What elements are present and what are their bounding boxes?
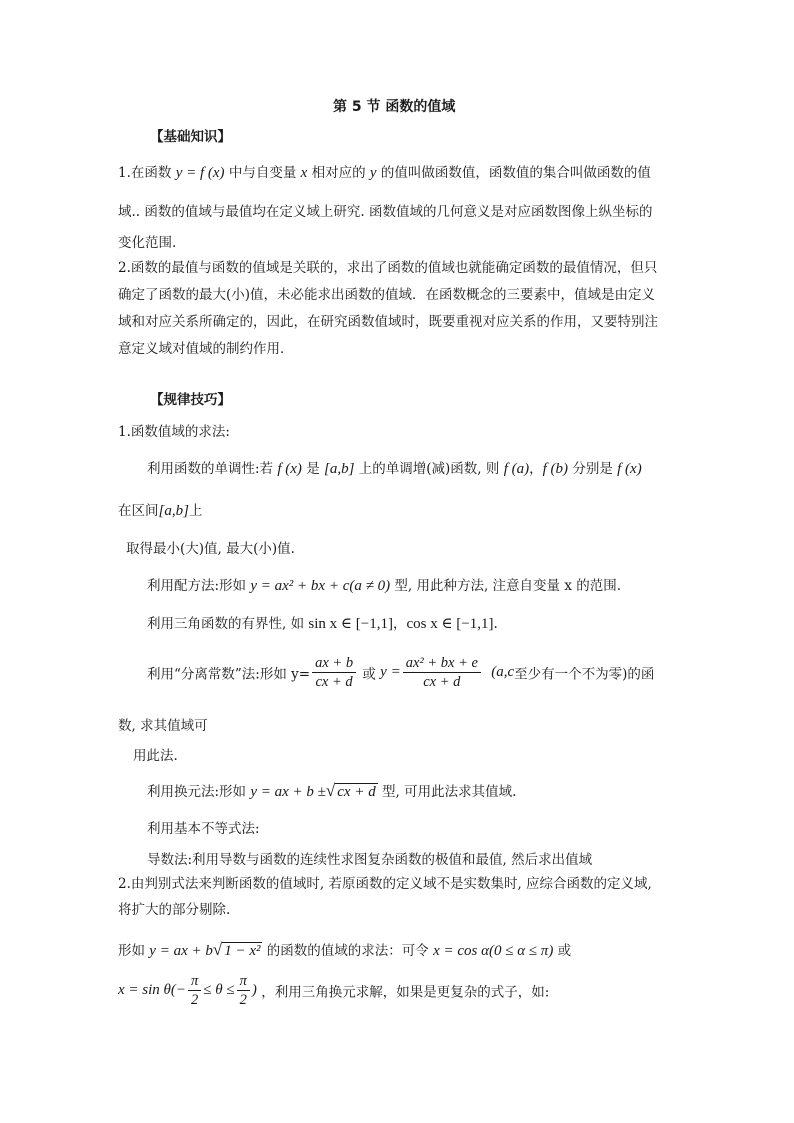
math-fa: f (a) — [503, 461, 530, 477]
method-list-title: 1.函数值域的求法: — [118, 424, 230, 440]
text: 利用三角函数的有界性, 如 — [147, 616, 305, 632]
text: 上的单调增(减)函数, 则 — [358, 461, 500, 477]
text: . — [493, 616, 498, 632]
math-condition: (a,c — [491, 664, 515, 680]
text: ，利用三角换元求解，如果是更复杂的式子，如: — [261, 984, 550, 1001]
text: ， — [392, 616, 407, 632]
basic-inequality-method: 利用基本不等式法: — [147, 821, 260, 837]
numerator: ax² + bx + e — [403, 654, 481, 673]
math-theta-bound: ≤ θ ≤ — [203, 982, 235, 998]
text: 中与自变量 — [228, 165, 297, 181]
paragraph-2-line-2: 确定了函数的最大(小)值，未必能求出函数的值域．在函数概念的三要素中，值域是由定义 — [118, 287, 656, 303]
monotonicity-method — [147, 457, 642, 478]
denominator: 2 — [239, 992, 247, 1008]
math-cos-substitution: x = cos α(0 ≤ α ≤ π) — [433, 943, 554, 959]
paragraph-1-line-3: 变化范围. — [118, 235, 177, 251]
paragraph-1-line-1 — [118, 161, 651, 182]
text: 型, 可用此法求其值域. — [381, 784, 517, 800]
paragraph-2-line-1: 2.函数的最值与函数的值域是关联的，求出了函数的值域也就能确定函数的最值情况，但只 — [118, 260, 658, 276]
text: 利用换元法:形如 — [147, 784, 247, 800]
text: 型, 用此种方法, 注意自变量 x 的范围. — [394, 578, 622, 594]
discriminant-line-1: 2.由判别式法来判断函数的值域时, 若原函数的定义域不是实数集时, 应综合函数的定义域, — [118, 876, 652, 892]
trig-substitution-line-2 — [118, 972, 549, 1009]
text: 至少有一个不为零)的函 — [514, 666, 655, 683]
math-fx: f (x) — [277, 461, 302, 477]
discriminant-line-2: 将扩大的部分剔除. — [118, 902, 231, 918]
completing-square-method — [147, 574, 621, 595]
text: 或 — [557, 943, 572, 959]
trig-bounded-method — [147, 612, 498, 633]
math-y-equals: y = — [380, 664, 401, 680]
math-quadratic: y = ax² + bx + c(a ≠ 0) — [250, 578, 391, 594]
text: 的值叫做函数值，函数值的集合叫做函数的值 — [380, 165, 651, 181]
substitution-method — [147, 780, 516, 801]
math-interval-ab: [a,b] — [158, 503, 189, 519]
sqrt-expression — [213, 940, 263, 960]
text: 形如 — [118, 943, 145, 959]
text: 相对应的 — [311, 165, 366, 181]
trig-substitution-line-1 — [118, 939, 571, 960]
denominator: cx + d — [315, 674, 353, 690]
text: 分别是 — [572, 461, 613, 477]
paragraph-2-line-3: 域和对应关系所确定的，因此，在研究函数值域时，既要重视对应关系的作用，又要特别注 — [118, 314, 658, 330]
numerator: π — [188, 972, 201, 991]
math-x: x — [300, 165, 308, 181]
monotonicity-line-2 — [118, 499, 202, 520]
paragraph-2-line-4: 意定义域对值域的制约作用． — [118, 341, 294, 357]
denominator: cx + d — [423, 674, 461, 690]
fraction-pi-over-2 — [188, 972, 201, 1009]
text: 的函数的值域的求法：可令 — [266, 943, 429, 959]
math-sin-range: sin x ∈ [−1,1] — [308, 616, 393, 632]
derivative-method: 导数法:利用导数与函数的连续性求图复杂函数的极值和最值, 然后求出值域 — [147, 852, 593, 868]
radical-icon: √ — [325, 781, 336, 800]
denominator: 2 — [191, 992, 199, 1008]
math-close-paren: ) — [251, 982, 257, 998]
math-sin-substitution: x = sin θ(− — [118, 982, 187, 998]
separate-constant-line-3: 用此法. — [133, 748, 178, 764]
page-title: 第 5 节 函数的值域 — [333, 99, 456, 115]
math-cos-range: cos x ∈ [−1,1] — [406, 616, 494, 632]
math-interval-ab: [a,b] — [324, 461, 355, 477]
math-y: y — [369, 165, 377, 181]
text: 是 — [306, 461, 320, 477]
separate-constant-method — [147, 654, 654, 691]
fraction-quadratic — [403, 654, 481, 691]
numerator: ax + b — [312, 654, 356, 673]
math-fx: f (x) — [617, 461, 642, 477]
text: 上 — [188, 503, 203, 519]
text: 利用配方法:形如 — [147, 578, 247, 594]
radical-icon: √ — [212, 940, 223, 959]
section-heading-basics: 【基础知识】 — [150, 129, 231, 145]
numerator: π — [237, 972, 250, 991]
section-heading-techniques: 【规律技巧】 — [150, 392, 231, 408]
paragraph-1-line-2: 域.. 函数的值域与最值均在定义域上研究. 函数值域的几何意义是对应函数图像上纵坐标的 — [118, 204, 653, 220]
text: 利用函数的单调性:若 — [147, 461, 274, 477]
math-y-equals-fx: y = f (x) — [175, 165, 225, 181]
text: 利用“分离常数”法:形如 y= — [147, 666, 311, 683]
text: 1.在函数 — [118, 165, 172, 181]
math-substitution: y = ax + b ± — [250, 784, 326, 800]
text: 在区间 — [118, 503, 159, 519]
fraction-linear — [312, 654, 356, 691]
radicand: 1 − x² — [224, 943, 261, 959]
sqrt-expression — [326, 781, 378, 801]
text: 或 — [362, 666, 376, 683]
radicand: cx + d — [337, 784, 376, 800]
monotonicity-line-3: 取得最小(大)值, 最大(小)值. — [126, 541, 295, 557]
math-fb: f (b) — [542, 461, 569, 477]
separate-constant-line-2: 数, 求其值域可 — [118, 718, 208, 734]
text: ， — [529, 461, 543, 477]
fraction-pi-over-2 — [237, 972, 250, 1009]
math-linear: y = ax + b — [149, 943, 213, 959]
